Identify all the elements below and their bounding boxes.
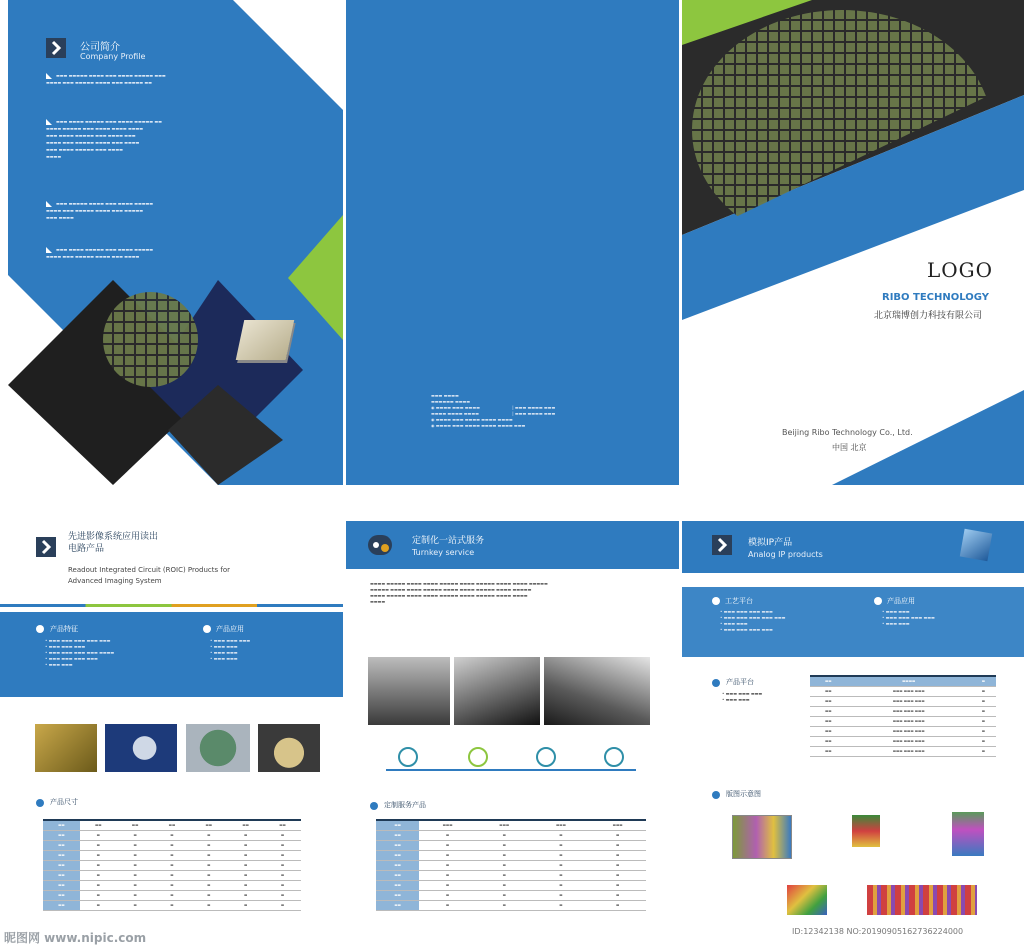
roic-features-heading: 产品特征 [50, 625, 78, 633]
profile-chevron-icon [46, 38, 66, 58]
profile-para-3: ▬▬▬ ▬▬▬▬▬ ▬▬▬▬ ▬▬▬ ▬▬▬▬ ▬▬▬▬▬ ▬▬▬▬ ▬▬▬ ▬▬▬▬▬ ▬▬▬▬ ▬▬▬ ▬▬▬▬▬ ▬▬▬ ▬▬▬▬ [46, 201, 154, 220]
turnkey-photo-thermal-3 [544, 657, 650, 725]
roic-app-list: • ▬▬▬ ▬▬▬ ▬▬▬ • ▬▬▬ ▬▬▬ • ▬▬▬ ▬▬▬ • ▬▬▬ ▬▬▬ [210, 638, 251, 661]
analog-layout-4 [787, 885, 827, 915]
analog-layout-1 [732, 815, 792, 859]
watermark-left: 昵图网 www.nipic.com [4, 931, 147, 945]
watermark-right: ID:12342138 NO:20190905162736224000 [792, 927, 1022, 936]
roic-size-heading: 产品尺寸 [50, 798, 78, 806]
front-logo: LOGO [927, 258, 994, 282]
turnkey-icon [368, 535, 392, 555]
turnkey-page [346, 497, 679, 952]
turnkey-step-4-icon [604, 747, 624, 767]
analog-platform-icon [712, 679, 720, 687]
analog-layout-heading: 版图示意图 [726, 790, 761, 798]
roic-subtitle: Readout Integrated Circuit (ROIC) Products for Advanced Imaging System [68, 566, 231, 585]
analog-app-list: • ▬▬▬ ▬▬▬ • ▬▬▬ ▬▬▬ ▬▬▬ ▬▬▬ • ▬▬▬ ▬▬▬ [882, 609, 935, 626]
profile-subtitle: Company Profile [80, 52, 146, 61]
profile-para-1: ▬▬▬ ▬▬▬▬▬ ▬▬▬▬ ▬▬▬ ▬▬▬▬ ▬▬▬▬▬ ▬▬▬ ▬▬▬▬ ▬▬▬ ▬▬▬▬▬ ▬▬▬▬ ▬▬▬ ▬▬▬▬▬ ▬▬ [46, 73, 166, 85]
roic-size-icon [36, 799, 44, 807]
profile-chip-image [236, 320, 295, 360]
roic-page [0, 497, 343, 952]
turnkey-subtitle: Turnkey service [412, 548, 475, 557]
analog-title: 模拟IP产品 [748, 538, 793, 548]
roic-photo-package [105, 724, 177, 772]
turnkey-intro-text: ▬▬▬▬ ▬▬▬▬▬ ▬▬▬▬ ▬▬▬▬ ▬▬▬▬▬ ▬▬▬▬ ▬▬▬▬▬ ▬▬▬▬ ▬▬▬▬ ▬▬▬▬▬ ▬▬▬▬▬ ▬▬▬▬ ▬▬▬▬ ▬▬▬▬▬ ▬▬▬▬ ▬▬▬▬ ▬▬▬▬▬ ▬▬▬▬ ▬▬▬▬▬ ▬▬▬▬ ▬▬▬▬▬ ▬▬▬▬ ▬▬▬▬ ▬▬▬▬▬ ▬▬▬▬ ▬▬▬▬▬ ▬▬▬▬ ▬▬▬▬ ▬▬▬▬ [370, 581, 548, 604]
turnkey-spec-table: ▬▬ ▬▬▬ ▬▬▬ ▬▬▬ ▬▬▬ ▬▬ ▬ ▬ ▬ ▬ ▬▬ ▬ ▬ ▬ ▬ ▬▬ ▬ ▬ ▬ ▬ ▬▬ ▬ ▬ ▬ ▬ ▬▬ ▬ ▬ ▬ ▬ ▬▬ ▬ ▬ ▬ ▬ ▬▬ ▬ ▬ ▬ ▬ ▬▬ ▬ ▬ ▬ ▬ [376, 819, 646, 911]
roic-features-band [0, 612, 343, 697]
front-location: 中国 北京 [832, 443, 867, 452]
turnkey-section-icon [370, 802, 378, 810]
analog-platform-list: • ▬▬▬ ▬▬▬ ▬▬▬ • ▬▬▬ ▬▬▬ [722, 691, 763, 702]
front-company-en: Beijing Ribo Technology Co., Ltd. [782, 428, 913, 437]
analog-app-heading: 产品应用 [887, 597, 915, 605]
front-cover-panel [682, 0, 1024, 485]
analog-spec-table: ▬▬ ▬▬▬▬ ▬ ▬▬ ▬▬▬ ▬▬▬ ▬▬▬ ▬ ▬▬ ▬▬▬ ▬▬▬ ▬▬▬ ▬ ▬▬ ▬▬▬ ▬▬▬ ▬▬▬ ▬ ▬▬ ▬▬▬ ▬▬▬ ▬▬▬ ▬ ▬▬ ▬▬▬ ▬▬▬ ▬▬▬ ▬ ▬▬ ▬▬▬ ▬▬▬ ▬▬▬ ▬ ▬▬ ▬▬▬ ▬▬▬ ▬▬▬ ▬ [810, 675, 996, 757]
roic-features-list: • ▬▬▬ ▬▬▬ ▬▬▬ ▬▬▬ ▬▬▬ • ▬▬▬ ▬▬▬ ▬▬▬ • ▬▬▬ ▬▬▬ ▬▬▬ ▬▬▬ ▬▬▬▬ • ▬▬▬ ▬▬▬ ▬▬▬ ▬▬▬ • ▬▬▬ ▬▬▬ [45, 638, 115, 667]
analog-app-icon [874, 597, 882, 605]
analog-layout-2 [852, 815, 880, 847]
analog-header [682, 521, 1024, 573]
analog-chevron-icon [712, 535, 732, 555]
roic-photo-wafer [186, 724, 250, 772]
turnkey-photo-thermal-1 [368, 657, 450, 725]
roic-photo-lens [258, 724, 320, 772]
roic-photo-chip [35, 724, 97, 772]
turnkey-timeline-line [386, 769, 636, 771]
roic-chevron-icon [36, 537, 56, 557]
front-company-cn: 北京瑞博创力科技有限公司 [874, 311, 983, 321]
profile-para-2: ▬▬▬ ▬▬▬▬ ▬▬▬▬▬ ▬▬▬ ▬▬▬▬ ▬▬▬▬▬ ▬▬ ▬▬▬▬ ▬▬▬▬▬ ▬▬▬ ▬▬▬▬ ▬▬▬▬ ▬▬▬▬ ▬▬▬ ▬▬▬▬ ▬▬▬▬▬ ▬▬▬ ▬▬▬▬ ▬▬▬ ▬▬▬▬ ▬▬▬ ▬▬▬▬▬ ▬▬▬▬ ▬▬▬ ▬▬▬▬ ▬▬▬ ▬▬▬▬ ▬▬▬▬▬ ▬▬▬ ▬▬▬▬ ▬▬▬▬ [46, 119, 162, 159]
analog-layout-3 [952, 812, 984, 856]
back-contact-block: ▬▬▬ ▬▬▬▬ ▬▬▬▬▬▬ ▬▬▬▬ ◉ ▬▬▬▬ ▬▬▬ ▬▬▬▬ | ▬▬▬ ▬▬▬▬ ▬▬▬ ▬▬▬▬ ▬▬▬▬ ▬▬▬▬ | ▬▬▬ ▬▬▬▬ ▬▬▬ ◉ ▬▬▬▬ ▬▬▬ ▬▬▬▬ ▬▬▬▬ ▬▬▬▬ ◉ ▬▬▬▬ ▬▬▬ ▬▬▬▬ ▬▬▬▬ ▬▬▬▬ ▬▬▬ [431, 393, 556, 428]
back-cover-panel [346, 0, 679, 485]
analog-info-band [682, 587, 1024, 657]
analog-cube-icon [960, 529, 992, 561]
profile-wafer-image [103, 292, 198, 387]
roic-app-heading: 产品应用 [216, 625, 244, 633]
roic-title: 先进影像系统应用读出电路产品 [68, 532, 159, 554]
turnkey-step-3-icon [536, 747, 556, 767]
analog-process-list: • ▬▬▬ ▬▬▬ ▬▬▬ ▬▬▬ • ▬▬▬ ▬▬▬ ▬▬▬ ▬▬▬ ▬▬▬ • ▬▬▬ ▬▬▬ • ▬▬▬ ▬▬▬ ▬▬▬ ▬▬▬ [720, 609, 786, 632]
profile-title: 公司简介 [80, 42, 120, 53]
analog-platform-heading: 产品平台 [726, 678, 754, 686]
profile-panel [8, 0, 343, 485]
turnkey-step-1-icon [398, 747, 418, 767]
roic-color-strip [0, 604, 343, 607]
roic-app-icon [203, 625, 211, 633]
analog-process-icon [712, 597, 720, 605]
analog-layout-icon [712, 791, 720, 799]
roic-features-icon [36, 625, 44, 633]
turnkey-header [346, 521, 679, 569]
analog-process-heading: 工艺平台 [725, 597, 753, 605]
analog-page [682, 497, 1024, 952]
turnkey-step-2-icon [468, 747, 488, 767]
profile-para-4: ▬▬▬ ▬▬▬▬ ▬▬▬▬▬ ▬▬▬ ▬▬▬▬ ▬▬▬▬▬ ▬▬▬▬ ▬▬▬ ▬▬▬▬▬ ▬▬▬▬ ▬▬▬ ▬▬▬▬ [46, 247, 154, 259]
turnkey-photo-thermal-2 [454, 657, 540, 725]
turnkey-title: 定制化一站式服务 [412, 536, 485, 546]
analog-subtitle: Analog IP products [748, 550, 823, 559]
turnkey-section-heading: 定制服务产品 [384, 801, 426, 809]
front-brand: RIBO TECHNOLOGY [882, 292, 990, 303]
analog-layout-5 [867, 885, 977, 915]
roic-spec-table: ▬▬ ▬▬ ▬▬ ▬▬ ▬▬ ▬▬ ▬▬ ▬▬ ▬ ▬ ▬ ▬ ▬ ▬ ▬▬ ▬ ▬ ▬ ▬ ▬ ▬ ▬▬ ▬ ▬ ▬ ▬ ▬ ▬ ▬▬ ▬ ▬ ▬ ▬ ▬ ▬ ▬▬ ▬ ▬ ▬ ▬ ▬ ▬ ▬▬ ▬ ▬ ▬ ▬ ▬ ▬ ▬▬ ▬ ▬ ▬ ▬ ▬ ▬ ▬▬ ▬ ▬ ▬ ▬ ▬ ▬ [43, 819, 301, 911]
